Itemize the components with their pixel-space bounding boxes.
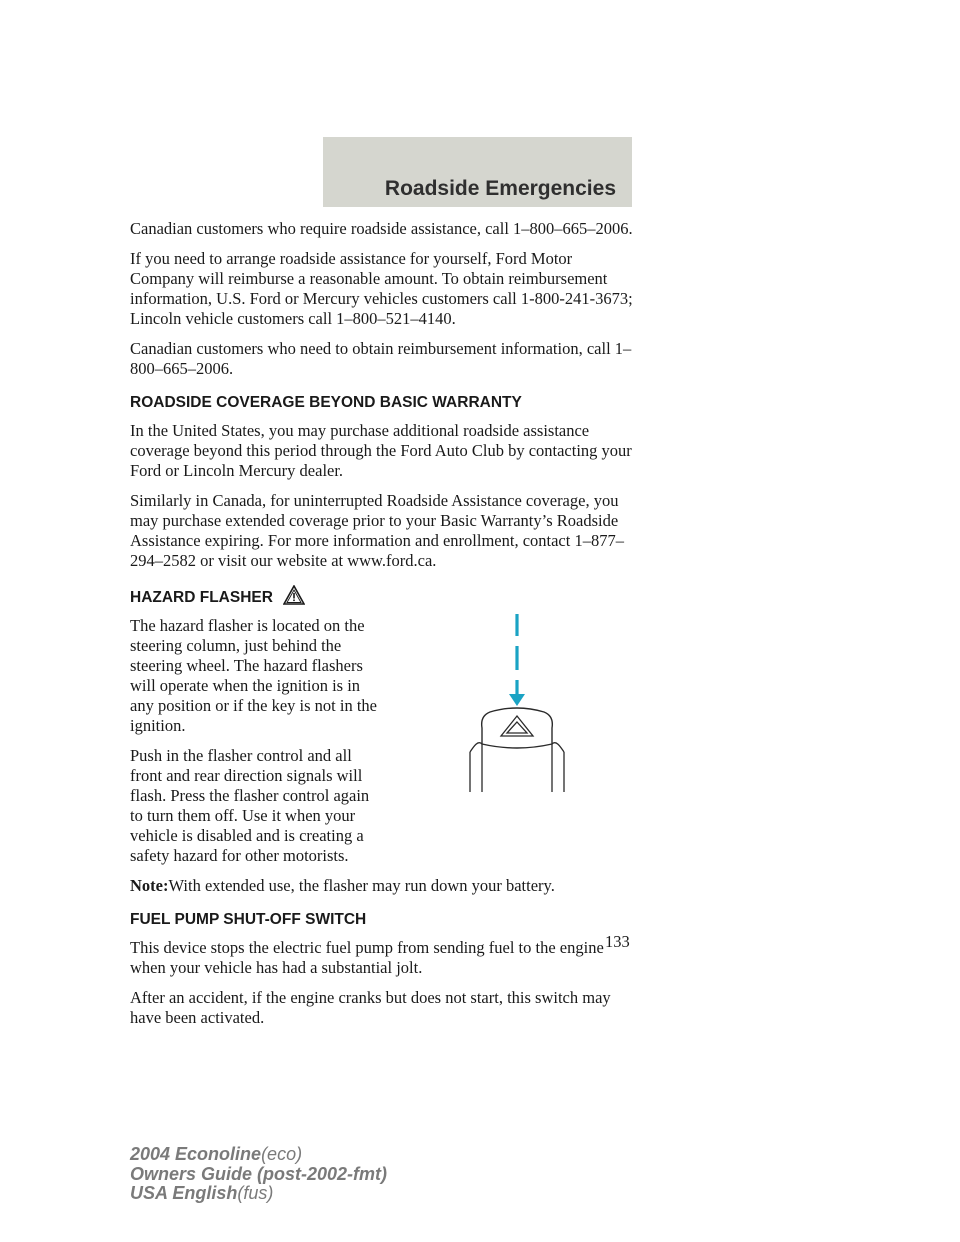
hazard-text-column: [130, 616, 385, 866]
warning-triangle-icon: [283, 585, 305, 605]
page-content: [130, 219, 640, 1038]
intro-paragraph-1: Canadian customers who require roadside assistance, call 1–800–665–2006.: [130, 219, 633, 238]
intro-paragraph-2: If you need to arrange roadside assistance for yourself, Ford Motor Company will reimburse a reasonable amount. To obtain reimbursement information, U.S. Ford or Mercury vehicles customers call 1-800-241-3673; Lincoln vehicle customers call 1–800–521–4140.: [130, 249, 633, 328]
note-text: With extended use, the flasher may run down your battery.: [168, 876, 555, 895]
section-title: Roadside Emergencies: [384, 177, 616, 200]
note-label: Note:: [130, 876, 169, 895]
fuel-pump-paragraph-1: This device stops the electric fuel pump from sending fuel to the engine when your vehicle has had a substantial jolt.: [130, 938, 604, 977]
hazard-note: [130, 876, 640, 896]
hazard-switch-illustration: [462, 612, 572, 812]
hazard-paragraph-2: Push in the flasher control and all front and rear direction signals will flash. Press the flasher control again to turn them off. Use it when your vehicle is disabled and is creating a safety hazard for other motorists.: [130, 746, 370, 865]
arrow-head: [509, 694, 525, 706]
page-number: 133: [605, 932, 630, 951]
fuel-pump-paragraph-2: After an accident, if the engine cranks but does not start, this switch may have been activated.: [130, 988, 611, 1027]
footer-line-1: 2004 Econoline(eco): [130, 1144, 303, 1164]
coverage-heading: ROADSIDE COVERAGE BEYOND BASIC WARRANTY: [130, 394, 522, 411]
coverage-paragraph-1: In the United States, you may purchase additional roadside assistance coverage beyond this period through the Ford Auto Club by contacting your Ford or Lincoln Mercury dealer.: [130, 421, 632, 480]
hazard-heading-row: [130, 585, 640, 607]
hazard-heading: HAZARD FLASHER: [130, 589, 273, 606]
footer-line-3: USA English(fus): [130, 1183, 274, 1203]
header-band: [323, 137, 632, 207]
hazard-button: [482, 708, 553, 748]
intro-paragraph-3: Canadian customers who need to obtain reimbursement information, call 1–800–665–2006.: [130, 339, 632, 378]
hazard-paragraph-1: The hazard flasher is located on the steering column, just behind the steering wheel. The hazard flashers will operate when the ignition is in any position or if the key is not in the ignition.: [130, 616, 378, 735]
footer-line-2: Owners Guide (post-2002-fmt): [130, 1163, 388, 1184]
coverage-paragraph-2: Similarly in Canada, for uninterrupted Roadside Assistance coverage, you may purchase extended coverage prior to your Basic Warranty’s Roadside Assistance expiring. For more information and enrollment, contact 1–877–294–2582 or visit our website at www.ford.ca.: [130, 491, 624, 570]
document-footer: [130, 1145, 387, 1204]
fuel-pump-heading: FUEL PUMP SHUT-OFF SWITCH: [130, 911, 367, 928]
hazard-section: [130, 616, 640, 866]
switch-housing: [470, 743, 564, 792]
